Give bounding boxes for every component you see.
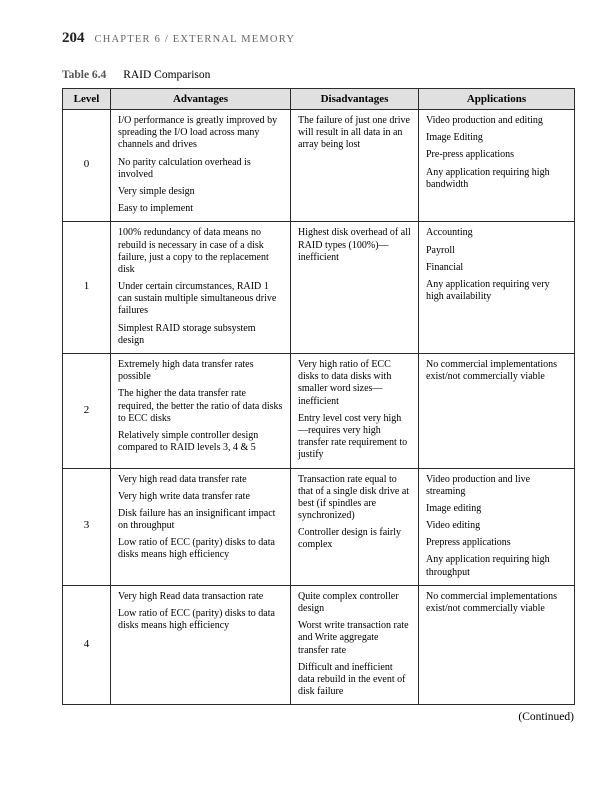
disadvantages-cell: [291, 222, 419, 354]
cell-paragraph: Highest disk overhead of all RAID types (100%)—inefficient: [298, 227, 411, 263]
table-title: RAID Comparison: [123, 69, 211, 81]
table-row: [63, 110, 575, 222]
applications-cell: [419, 468, 575, 585]
cell-paragraph: Video editing: [426, 520, 481, 532]
cell-paragraph: Very high Read data transaction rate: [118, 590, 264, 602]
cell-paragraph: Prepress applications: [426, 537, 511, 549]
table-row: [63, 222, 575, 354]
cell-paragraph: Very simple design: [118, 185, 195, 197]
cell-paragraph: 100% redundancy of data means no rebuild is necessary in case of a disk failure, just a copy to the replacement disk: [118, 227, 269, 275]
advantages-cell: [111, 222, 291, 354]
column-header-advantages: Advantages: [111, 89, 291, 110]
table-row: [63, 468, 575, 585]
cell-paragraph: Low ratio of ECC (parity) disks to data disks means high efficiency: [118, 537, 275, 561]
continued-note: (Continued): [518, 711, 574, 724]
table-row: [63, 585, 575, 705]
cell-paragraph: Easy to implement: [118, 203, 193, 215]
cell-paragraph: Difficult and inefficient data rebuild in the event of disk failure: [298, 661, 406, 698]
disadvantages-cell: [291, 110, 419, 222]
cell-paragraph: Image Editing: [426, 132, 483, 144]
cell-paragraph: Video production and live streaming: [426, 473, 531, 497]
cell-paragraph: Extremely high data transfer rates possible: [118, 359, 254, 383]
cell-paragraph: Low ratio of ECC (parity) disks to data disks means high efficiency: [118, 608, 275, 632]
cell-paragraph: Controller design is fairly complex: [298, 527, 402, 551]
cell-paragraph: Transaction rate equal to that of a single disk drive at best (if spindles are synchronized): [298, 473, 410, 522]
cell-paragraph: Quite complex controller design: [298, 590, 399, 614]
column-header-applications: Applications: [419, 89, 575, 110]
advantages-cell: [111, 585, 291, 705]
raid-comparison-table: [62, 88, 575, 705]
level-cell: 2: [63, 354, 111, 469]
chapter-title: CHAPTER 6 / EXTERNAL MEMORY: [94, 34, 296, 45]
cell-paragraph: Relatively simple controller design compared to RAID levels 3, 4 & 5: [118, 429, 259, 454]
page-number: 204: [62, 30, 85, 46]
cell-paragraph: Entry level cost very high—requires very high transfer rate requirement to justify: [298, 412, 408, 461]
header-row: [63, 89, 575, 110]
level-cell: 4: [63, 585, 111, 705]
cell-paragraph: Disk failure has an insignificant impact on throughput: [118, 507, 276, 532]
cell-paragraph: I/O performance is greatly improved by spreading the I/O load across many channels and drives: [118, 115, 278, 151]
cell-paragraph: Very high write data transfer rate: [118, 490, 250, 502]
cell-paragraph: Very high ratio of ECC disks to data disks with smaller word sizes—inefficient: [298, 359, 392, 407]
disadvantages-cell: [291, 354, 419, 469]
cell-paragraph: Very high read data transfer rate: [118, 473, 247, 485]
cell-paragraph: No commercial implementations exist/not commercially viable: [426, 359, 558, 383]
advantages-cell: [111, 354, 291, 469]
cell-paragraph: Simplest RAID storage subsystem design: [118, 322, 256, 346]
page-header: [62, 30, 574, 47]
disadvantages-cell: [291, 585, 419, 705]
cell-paragraph: No parity calculation overhead is involved: [118, 156, 251, 180]
level-cell: 1: [63, 222, 111, 354]
cell-paragraph: Worst write transaction rate and Write aggregate transfer rate: [298, 620, 409, 656]
column-header-disadvantages: Disadvantages: [291, 89, 419, 110]
cell-paragraph: Pre-press applications: [426, 149, 515, 161]
disadvantages-cell: [291, 468, 419, 585]
cell-paragraph: Financial: [426, 261, 464, 273]
table-row: [63, 354, 575, 469]
cell-paragraph: Any application requiring very high availability: [426, 278, 550, 303]
applications-cell: [419, 110, 575, 222]
advantages-cell: [111, 468, 291, 585]
cell-paragraph: Payroll: [426, 244, 455, 256]
cell-paragraph: Video production and editing: [426, 115, 543, 126]
table-body: [63, 110, 575, 705]
applications-cell: [419, 354, 575, 469]
cell-paragraph: No commercial implementations exist/not commercially viable: [426, 590, 558, 614]
level-cell: 0: [63, 110, 111, 222]
applications-cell: [419, 585, 575, 705]
level-cell: 3: [63, 468, 111, 585]
table-caption: [62, 69, 574, 81]
cell-paragraph: Under certain circumstances, RAID 1 can sustain multiple simultaneous drive failures: [118, 281, 277, 317]
cell-paragraph: The higher the data transfer rate required, the better the ratio of data disks to ECC disks: [118, 388, 283, 424]
column-header-level: Level: [63, 89, 111, 110]
cell-paragraph: The failure of just one drive will result in all data in an array being lost: [298, 115, 410, 151]
cell-paragraph: Image editing: [426, 502, 482, 514]
cell-paragraph: Accounting: [426, 227, 473, 239]
advantages-cell: [111, 110, 291, 222]
cell-paragraph: Any application requiring high throughput: [426, 554, 550, 578]
cell-paragraph: Any application requiring high bandwidth: [426, 166, 550, 190]
applications-cell: [419, 222, 575, 354]
table-label: Table 6.4: [62, 69, 107, 81]
